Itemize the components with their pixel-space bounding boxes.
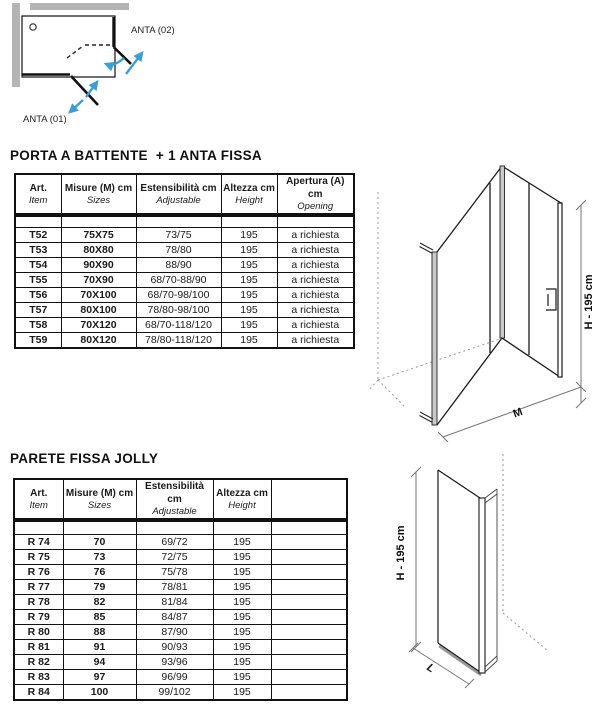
spacer-row: [15, 215, 354, 228]
cell: 195: [221, 258, 277, 273]
cell: 195: [213, 670, 271, 685]
cell: a richiesta: [277, 228, 354, 243]
empty-cell: [271, 520, 347, 535]
cell: 195: [221, 228, 277, 243]
cell: T59: [15, 333, 61, 349]
table-row: [15, 333, 354, 349]
cell: R 80: [14, 625, 63, 640]
table-row: [14, 595, 347, 610]
cell: 195: [221, 303, 277, 318]
cell: 195: [213, 640, 271, 655]
depth-dimension: [409, 643, 474, 688]
cell: 70X90: [61, 273, 136, 288]
table-row: [14, 685, 347, 701]
cell: R 81: [14, 640, 63, 655]
table-row: [14, 580, 347, 595]
empty-cell: [213, 520, 271, 535]
door-handle: [546, 289, 556, 310]
cell: 78/80: [136, 243, 221, 258]
anta-01-label: ANTA (01): [23, 114, 67, 125]
col-header-apertura: Apertura (A) cm Opening: [277, 174, 354, 215]
height-dimension: [395, 467, 421, 652]
cell: [271, 625, 347, 640]
width-dimension: [438, 382, 586, 442]
table-row: [15, 288, 354, 303]
construction-dotted-lines: [503, 454, 548, 651]
depth-dimension-label: L: [424, 661, 437, 676]
cell: [271, 580, 347, 595]
table-row: [14, 550, 347, 565]
col-header-altezza: Altezza cm Height: [213, 479, 271, 520]
cell: a richiesta: [277, 288, 354, 303]
empty-cell: [14, 520, 63, 535]
cell: 195: [221, 318, 277, 333]
cell: 195: [221, 243, 277, 258]
cell: 97: [63, 670, 136, 685]
cell: 93/96: [136, 655, 213, 670]
cell: R 84: [14, 685, 63, 701]
col-header-altezza: Altezza cm Height: [221, 174, 277, 215]
door-stile: [558, 203, 562, 377]
height-dimension-label: H - 195 cm: [395, 525, 407, 581]
cell: R 75: [14, 550, 63, 565]
table-row: [14, 565, 347, 580]
cell: 195: [213, 610, 271, 625]
table-row: [14, 535, 347, 550]
col-header-estensibilita: Estensibilità cm Adjustable: [136, 479, 213, 520]
cell: R 74: [14, 535, 63, 550]
closed-door-dashed-lines: [67, 45, 112, 58]
parete-fissa-table: [13, 478, 348, 701]
cell: R 79: [14, 610, 63, 625]
section2-title: PARETE FISSA JOLLY: [10, 451, 159, 466]
cell: R 82: [14, 655, 63, 670]
cell: 195: [213, 595, 271, 610]
col-header-estensibilita: Estensibilità cm Adjustable: [136, 174, 221, 215]
cell: [271, 535, 347, 550]
cell: 195: [221, 333, 277, 349]
cell: [271, 685, 347, 701]
cell: 75/78: [136, 565, 213, 580]
panel-edges: [438, 470, 481, 675]
height-dimension-label: H - 195 cm: [583, 274, 595, 330]
porta-battente-table: [14, 173, 355, 349]
cell: 88/90: [136, 258, 221, 273]
empty-cell: [136, 520, 213, 535]
cell: 90/93: [136, 640, 213, 655]
cell: 96/99: [136, 670, 213, 685]
door-isometric-diagram: [360, 150, 604, 450]
cell: 70X120: [61, 318, 136, 333]
cell: T57: [15, 303, 61, 318]
cell: 195: [221, 273, 277, 288]
table-row: [14, 640, 347, 655]
wall-profile-back: [485, 489, 497, 672]
cell: 195: [213, 625, 271, 640]
table-row: [15, 243, 354, 258]
table-row: [15, 228, 354, 243]
cell: T54: [15, 258, 61, 273]
cell: 85: [63, 610, 136, 625]
cell: a richiesta: [277, 243, 354, 258]
table-row: [15, 273, 354, 288]
cell: R 76: [14, 565, 63, 580]
cell: [271, 565, 347, 580]
empty-cell: [136, 215, 221, 228]
cell: 68/70-98/100: [136, 288, 221, 303]
header-row: [15, 174, 354, 215]
cell: 195: [213, 535, 271, 550]
cell: 80X120: [61, 333, 136, 349]
cell: 82: [63, 595, 136, 610]
cell: a richiesta: [277, 273, 354, 288]
cell: 195: [213, 685, 271, 701]
cell: 78/80-118/120: [136, 333, 221, 349]
cell: 70: [63, 535, 136, 550]
panel-rail: [479, 498, 485, 673]
cell: 81/84: [136, 595, 213, 610]
cell: 68/70-88/90: [136, 273, 221, 288]
cell: 78/80-98/100: [136, 303, 221, 318]
table-row: [14, 670, 347, 685]
cell: 72/75: [136, 550, 213, 565]
header-row: [14, 479, 347, 520]
cell: 73: [63, 550, 136, 565]
col-header-misure: Misure (M) cm Sizes: [61, 174, 136, 215]
empty-cell: [277, 215, 354, 228]
cell: 79: [63, 580, 136, 595]
cell: T53: [15, 243, 61, 258]
cell: [271, 595, 347, 610]
cell: R 77: [14, 580, 63, 595]
cell: 87/90: [136, 625, 213, 640]
table-row: [14, 625, 347, 640]
empty-cell: [61, 215, 136, 228]
cell: 99/102: [136, 685, 213, 701]
cell: [271, 670, 347, 685]
corner-profile: [500, 166, 505, 338]
section1-title: PORTA A BATTENTE + 1 ANTA FISSA: [10, 148, 262, 163]
empty-cell: [63, 520, 136, 535]
cell: T58: [15, 318, 61, 333]
table-row: [15, 318, 354, 333]
cell: 90X90: [61, 258, 136, 273]
cell: 195: [213, 550, 271, 565]
cell: 70X100: [61, 288, 136, 303]
open-door-lines: [71, 47, 131, 105]
cell: 88: [63, 625, 136, 640]
cell: R 83: [14, 670, 63, 685]
glass-panel-edges: [437, 166, 561, 425]
table-row: [15, 258, 354, 273]
col-header-empty: [271, 479, 347, 520]
cell: T52: [15, 228, 61, 243]
cell: [271, 610, 347, 625]
drain-marker: [30, 24, 36, 30]
width-dimension-label: M: [511, 405, 525, 421]
table-row: [14, 655, 347, 670]
cell: [271, 550, 347, 565]
col-header-art: Art. Item: [15, 174, 61, 215]
spacer-row: [14, 520, 347, 535]
cell: a richiesta: [277, 333, 354, 349]
cell: 78/81: [136, 580, 213, 595]
cell: 94: [63, 655, 136, 670]
cell: 100: [63, 685, 136, 701]
cell: [271, 640, 347, 655]
swing-arrows: [70, 53, 142, 112]
cell: 195: [213, 565, 271, 580]
cell: R 78: [14, 595, 63, 610]
cell: 84/87: [136, 610, 213, 625]
cell: 69/72: [136, 535, 213, 550]
col-header-art: Art. Item: [14, 479, 63, 520]
cell: 68/70-118/120: [136, 318, 221, 333]
cell: 80X100: [61, 303, 136, 318]
cell: 73/75: [136, 228, 221, 243]
empty-cell: [221, 215, 277, 228]
cell: 76: [63, 565, 136, 580]
empty-cell: [15, 215, 61, 228]
wall-profile-rail: [420, 243, 438, 425]
anta-02-label: ANTA (02): [131, 25, 175, 36]
height-dimension: [576, 200, 595, 408]
cell: T56: [15, 288, 61, 303]
cell: 195: [213, 580, 271, 595]
cell: a richiesta: [277, 318, 354, 333]
fixed-panel-isometric-diagram: [393, 450, 563, 700]
plan-view-diagram: [0, 0, 200, 135]
col-header-misure: Misure (M) cm Sizes: [63, 479, 136, 520]
cell: 75X75: [61, 228, 136, 243]
table-row: [14, 610, 347, 625]
cell: 195: [213, 655, 271, 670]
cell: a richiesta: [277, 258, 354, 273]
cell: T55: [15, 273, 61, 288]
cell: 80X80: [61, 243, 136, 258]
table-row: [15, 303, 354, 318]
cell: 91: [63, 640, 136, 655]
cell: a richiesta: [277, 303, 354, 318]
cell: [271, 655, 347, 670]
cell: 195: [221, 288, 277, 303]
